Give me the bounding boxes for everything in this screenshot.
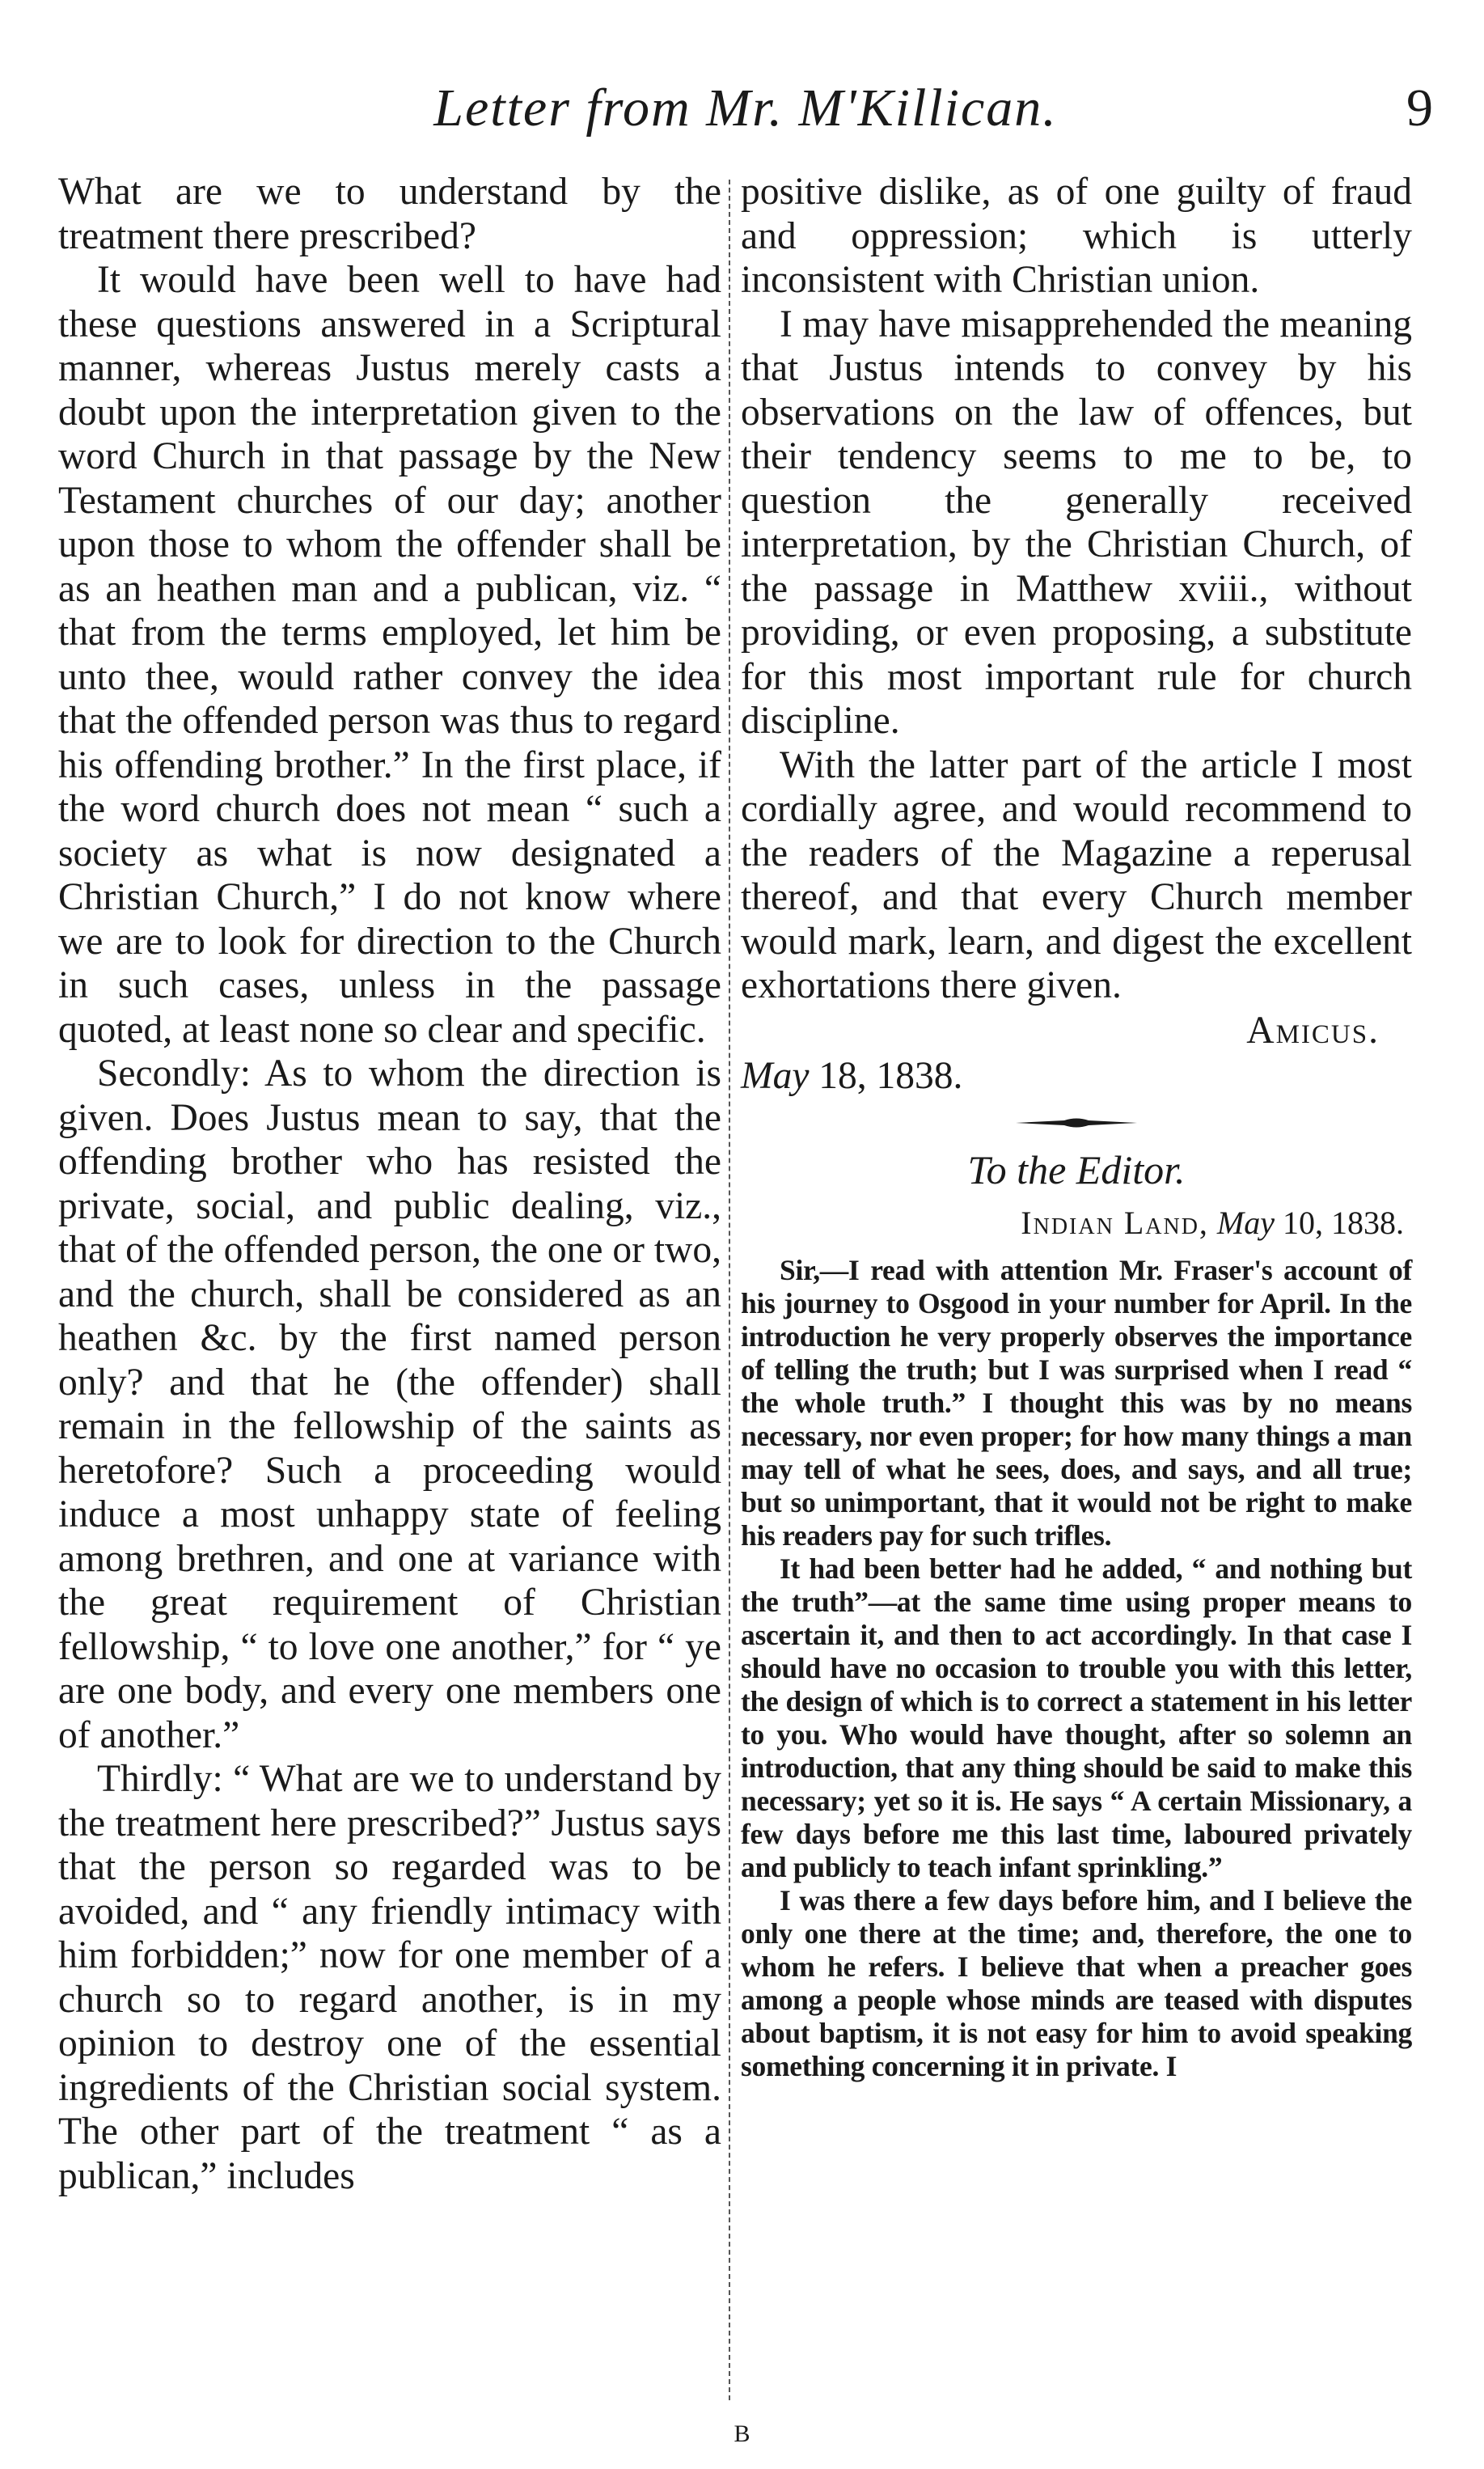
signature: Amicus. [1246,1009,1380,1052]
left-paragraph-3: Secondly: As to whom the direction is given. Does Justus mean to say, that the offending brother who has resisted the private, social, and public dealing, viz., that of the offended person, the one or two, and the church, shall be considered as an heathen &c. by the first named person only? and that he (the offender) shall remain in the fellowship of the saints as heretofore? Such a proceeding would induce a most unhappy state of feeling among brethren, and one at variance with the great requirement of Christian fellowship, “ to love one another,” for “ ye are one body, and every one members one of another.” [58,1052,721,1756]
left-paragraph-1: What are we to understand by the treatment there prescribed? [58,171,721,257]
dateline-rest: 10, 1838. [1283,1204,1404,1241]
letter-paragraph-1: Sir,—I read with attention Mr. Fraser's account of his journey to Osgood in your number for April. In the introduction he very properly observes the importance of telling the truth; but I was surprised when I read “ the whole truth.” I thought this was by no means necessary, nor even proper; for how many things a man may tell of what he sees, does, and says, and all true; but so unimportant, that it would not be right to make his readers pay for such trifles. [741,1253,1412,1552]
left-paragraph-2: It would have been well to have had these questions answered in a Scriptural manner, whereas Justus merely casts a doubt upon the interpretation given to the word Church in that passage by the New Testament churches of our day; another upon those to whom the offender shall be as an heathen man and a publican, viz. “ that from the terms employed, let him be unto thee, would rather convey the idea that the offended person was thus to regard his offending brother.” In the first place, if the word church does not mean “ such a society as what is now designated a Christian Church,” I do not know where we are to look for direction to the Church in such cases, unless in the passage quoted, at least none so clear and specific. [58,259,721,1051]
column-divider [729,180,730,2400]
ornament-rule-icon [1016,1116,1137,1129]
dateline-place: Indian Land, [1021,1204,1209,1241]
signature-date-month: May [741,1054,810,1097]
letter-paragraph-2: It had been better had he added, “ and nothing but the truth”—at the same time using proper means to ascertain it, and then to act accordingly. In that case I should have no occasion to trouble you with this letter, the design of which is to correct a statement in his letter to you. Who would have thought, after so solemn an introduction, that any thing should be said to make this necessary; yet so it is. He says “ A certain Missionary, a few days before me this last time, laboured privately and publicly to teach infant sprinkling.” [741,1552,1412,1883]
left-paragraph-4: Thirdly: “ What are we to understand by the treatment here prescribed?” Justus says that the person so regarded was to be avoided, and “ any friendly intimacy with him forbidden;” now for one member of a church so to regard another, is in my opinion to destroy one of the essential ingredients of the Christian social system. The other part of the treatment “ as a publican,” includes [58,1758,721,2197]
right-column [741,170,1412,2083]
right-paragraph-1: positive dislike, as of one guilty of fraud and oppression; which is utterly inconsistent with Christian union. [741,171,1412,301]
page-header [58,78,1433,150]
section-ornament [741,1116,1412,1129]
left-column [58,170,721,2198]
right-paragraph-3: With the latter part of the article I most cordially agree, and would recommend to the readers of the Magazine a reperusal thereof, and that every Church member would mark, learn, and digest the excellent exhortations there given. [741,743,1412,1006]
letter-paragraph-3: I was there a few days before him, and I believe the only one there at the time; and, therefore, the one to whom he refers. I believe that when a preacher goes among a people whose minds are teased with disputes about baptism, it is not easy for him to avoid speaking something concerning it in private. I [741,1883,1412,2082]
running-title: Letter from Mr. M'Killican. [433,78,1058,138]
section-heading: To the Editor. [967,1146,1186,1192]
dateline-month: May [1216,1204,1275,1241]
right-paragraph-2: I may have misapprehended the meaning that Justus intends to convey by his observations on the law of offences, but their tendency seems to me to be, to question the generally received interpretation, by the Christian Church, of the passage in Matthew xviii., without providing, or even proposing, a substitute for this most important rule for church discipline. [741,303,1412,742]
signature-date [741,1053,1412,1099]
printer-signature-mark: B [734,2420,750,2447]
signature-date-rest: 18, 1838. [818,1054,963,1097]
dateline [741,1202,1412,1244]
page-number: 9 [1406,78,1433,138]
